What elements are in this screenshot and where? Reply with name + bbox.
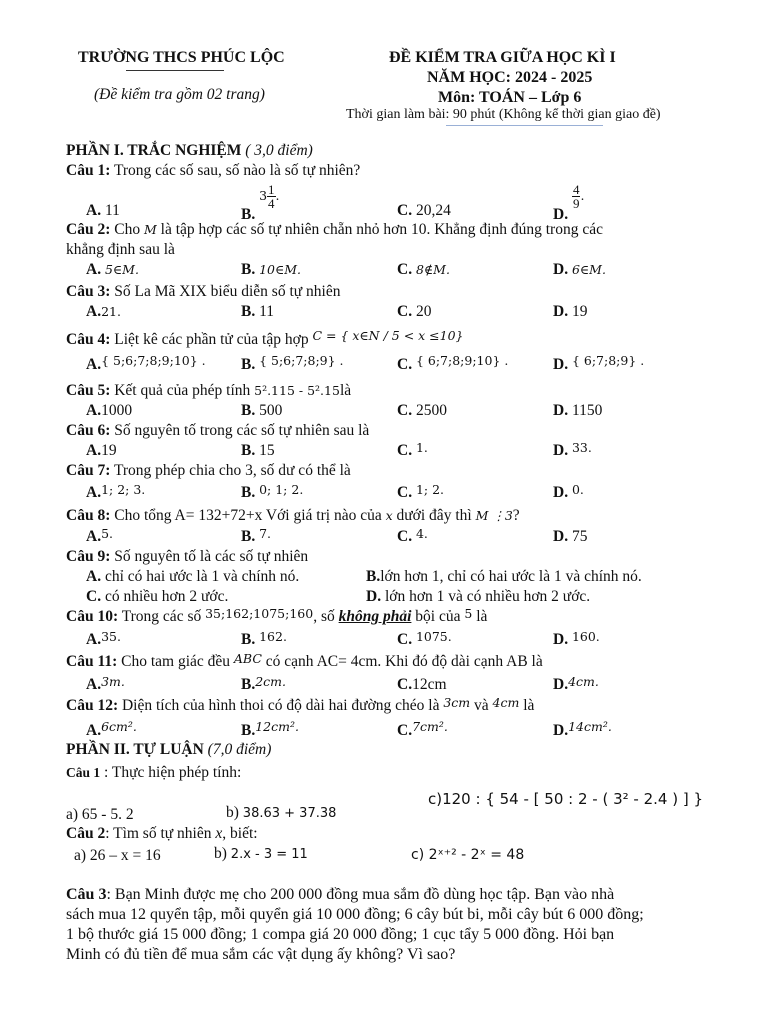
e3-line3: 1 bộ thước giá 15 000 đồng; 1 compa giá 20 000 đồng; 1 cục tẩy 5 000 đồng. Hỏi bạn — [66, 926, 615, 943]
q3-option-d: D. 19 — [553, 303, 588, 320]
e2-part-b: b) 2.x - 3 = 11 — [214, 845, 308, 862]
q11-option-b: B.2cm. — [241, 674, 286, 693]
q8-option-b: B. 7. — [241, 526, 272, 545]
q12-stem: Câu 12: Diện tích của hình thoi có độ dài hai đường chéo là 3cm và 4cm là — [66, 695, 535, 714]
part1-points: ( 3,0 điểm) — [245, 142, 313, 159]
q4-option-c: C. $^{\{ 6;7;8;9;10\} .}$ — [397, 353, 509, 373]
q12-option-a: A.$^{6cm^2.}$ — [86, 719, 137, 739]
q7-option-a: A.1; 2; 3. — [86, 482, 146, 501]
e3-line4: Minh có đủ tiền để mua sắm các vật dụng ấy không? Vì sao? — [66, 946, 456, 963]
q8-stem: Câu 8: Cho tổng A= 132+72+x Với giá trị nào của x dưới đây thì M ⋮3? — [66, 507, 520, 524]
school-underline — [126, 70, 224, 71]
q9-option-c: C. có nhiều hơn 2 ước. — [86, 588, 229, 605]
q9-option-a: A. chỉ có hai ước là 1 và chính nó. — [86, 568, 300, 585]
q6-option-c: C. 1. — [397, 440, 428, 459]
q9-option-d: D. lớn hơn 1 và có nhiều hơn 2 ước. — [366, 588, 591, 605]
q1-option-a: A. 11 — [86, 202, 120, 219]
q10-option-a: A.35. — [86, 629, 121, 648]
q12-option-c: C.$^{7cm^2.}$ — [397, 719, 448, 739]
q1-option-b: B. 3 $\frac{1}{4}$ . — [241, 182, 280, 224]
q5-option-c: C. 2500 — [397, 402, 447, 419]
e2-part-a: a) 26 – x = 16 — [74, 847, 161, 864]
e2-stem: Câu 2: Tìm số tự nhiên x, biết: — [66, 825, 258, 842]
q7-stem: Câu 7: Trong phép chia cho 3, số dư có thể là — [66, 462, 351, 479]
q11-option-d: D.4cm. — [553, 674, 599, 693]
exam-time: Thời gian làm bài: 90 phút (Không kể thời gian giao đề) — [346, 107, 661, 122]
q11-stem: Câu 11: Cho tam giác đều ABC có cạnh AC= 4cm. Khi đó độ dài cạnh AB là — [66, 651, 543, 670]
exam-title: ĐỀ KIỂM TRA GIỮA HỌC KÌ I — [389, 49, 616, 66]
q5-option-a: A.1000 — [86, 402, 133, 419]
q1-option-c: C. 20,24 — [397, 202, 451, 219]
part1-heading — [66, 142, 313, 160]
q4-option-b: B. $^{\{ 5;6;7;8;9\} .}$ — [241, 353, 344, 373]
e1-stem: Câu 1 : Thực hiện phép tính: — [66, 764, 242, 781]
q6-option-d: D. 33. — [553, 440, 592, 459]
school-year: NĂM HỌC: 2024 - 2025 — [427, 69, 593, 86]
e3-line1: Câu 3: Bạn Minh được mẹ cho 200 000 đồng mua sắm đồ dùng học tập. Bạn vào nhà — [66, 886, 615, 903]
q3-option-a: A.21. — [86, 303, 121, 320]
q2-stem: Câu 2: Cho M là tập hợp các số tự nhiên chẵn nhỏ hơn 10. Khẳng định đúng trong các — [66, 221, 603, 238]
q5-stem: Câu 5: Kết quả của phép tính 5².115 - 5².15là — [66, 382, 352, 399]
q1-stem — [66, 162, 360, 180]
q5-option-d: D. 1150 — [553, 402, 603, 419]
part1-title: PHẦN I. TRẮC NGHIỆM — [66, 142, 242, 159]
pages-note: (Đề kiểm tra gồm 02 trang) — [94, 86, 265, 103]
q4-stem: Câu 4: Liệt kê các phần tử của tập hợp $^{C = \{ x\in N / 5 < x \le 10\}}$ — [66, 328, 464, 348]
q12-option-d: D.$^{14cm^2.}$ — [553, 719, 612, 739]
q7-option-c: C. 1; 2. — [397, 482, 445, 501]
subject: Môn: TOÁN – Lớp 6 — [438, 89, 582, 106]
time-underline — [446, 125, 603, 126]
e1-part-b: b) 38.63 + 37.38 — [226, 804, 337, 821]
q2-option-a: A. 5∈M. — [86, 261, 139, 278]
q2-stem-cont: khẳng định sau là — [66, 241, 175, 258]
q11-option-c: C.12cm — [397, 676, 447, 693]
q11-option-a: A.3m. — [86, 674, 125, 693]
e1-part-a: a) 65 - 5. 2 — [66, 806, 134, 823]
part2-title: PHẦN II. TỰ LUẬN — [66, 741, 204, 758]
part2-points: (7,0 điểm) — [207, 741, 272, 758]
q2-option-b: B. 10∈M. — [241, 261, 302, 278]
q8-option-a: A.5. — [86, 526, 114, 545]
q1-text: Trong các số sau, số nào là số tự nhiên? — [113, 162, 361, 179]
q3-stem: Câu 3: Số La Mã XIX biểu diễn số tự nhiên — [66, 283, 341, 300]
q3-option-c: C. 20 — [397, 303, 432, 320]
q12-option-b: B.$^{12cm^2.}$ — [241, 719, 299, 739]
q6-option-b: B. 15 — [241, 442, 275, 459]
e1-part-c: c)120 : { 54 - [ 50 : 2 - ( 3² - 2.4 ) ] } — [428, 790, 703, 808]
q10-option-c: C. 1075. — [397, 629, 452, 648]
q9-option-b: B.lớn hơn 1, chỉ có hai ước là 1 và chính nó. — [366, 568, 642, 585]
q6-option-a: A.19 — [86, 442, 117, 459]
q10-option-d: D. 160. — [553, 629, 600, 648]
q10-stem: Câu 10: Trong các số 35;162;1075;160, số không phải bội của 5 là — [66, 606, 488, 625]
part2-heading — [66, 741, 271, 759]
q1-label: Câu 1: — [66, 162, 111, 179]
q5-option-b: B. 500 — [241, 402, 283, 419]
q10-option-b: B. 162. — [241, 629, 287, 648]
q2-option-c: C. 8∉M. — [397, 261, 450, 278]
q7-option-b: B. 0; 1; 2. — [241, 482, 304, 501]
q4-option-d: D. $^{\{ 6;7;8;9\} .}$ — [553, 353, 645, 373]
q9-stem: Câu 9: Số nguyên tố là các số tự nhiên — [66, 548, 309, 565]
q2-option-d: D. 6∈M. — [553, 261, 606, 278]
e3-line2: sách mua 12 quyển tập, mỗi quyển giá 10 000 đồng; 6 cây bút bi, mỗi cây bút 6 000 đồng; — [66, 906, 644, 923]
q7-option-d: D. 0. — [553, 482, 584, 501]
e2-part-c: c) 2ˣ⁺² - 2ˣ = 48 — [411, 847, 525, 863]
q1-option-d: D. $\frac{4}{9}$ . — [553, 182, 585, 224]
q8-option-d: D. 75 — [553, 528, 588, 545]
school-name: TRƯỜNG THCS PHÚC LỘC — [78, 49, 285, 66]
q6-stem: Câu 6: Số nguyên tố trong các số tự nhiên sau là — [66, 422, 370, 439]
q8-option-c: C. 4. — [397, 526, 428, 545]
q4-option-a: A.$^{\{ 5;6;7;8;9;10\} .}$ — [86, 353, 206, 373]
q3-option-b: B. 11 — [241, 303, 275, 320]
